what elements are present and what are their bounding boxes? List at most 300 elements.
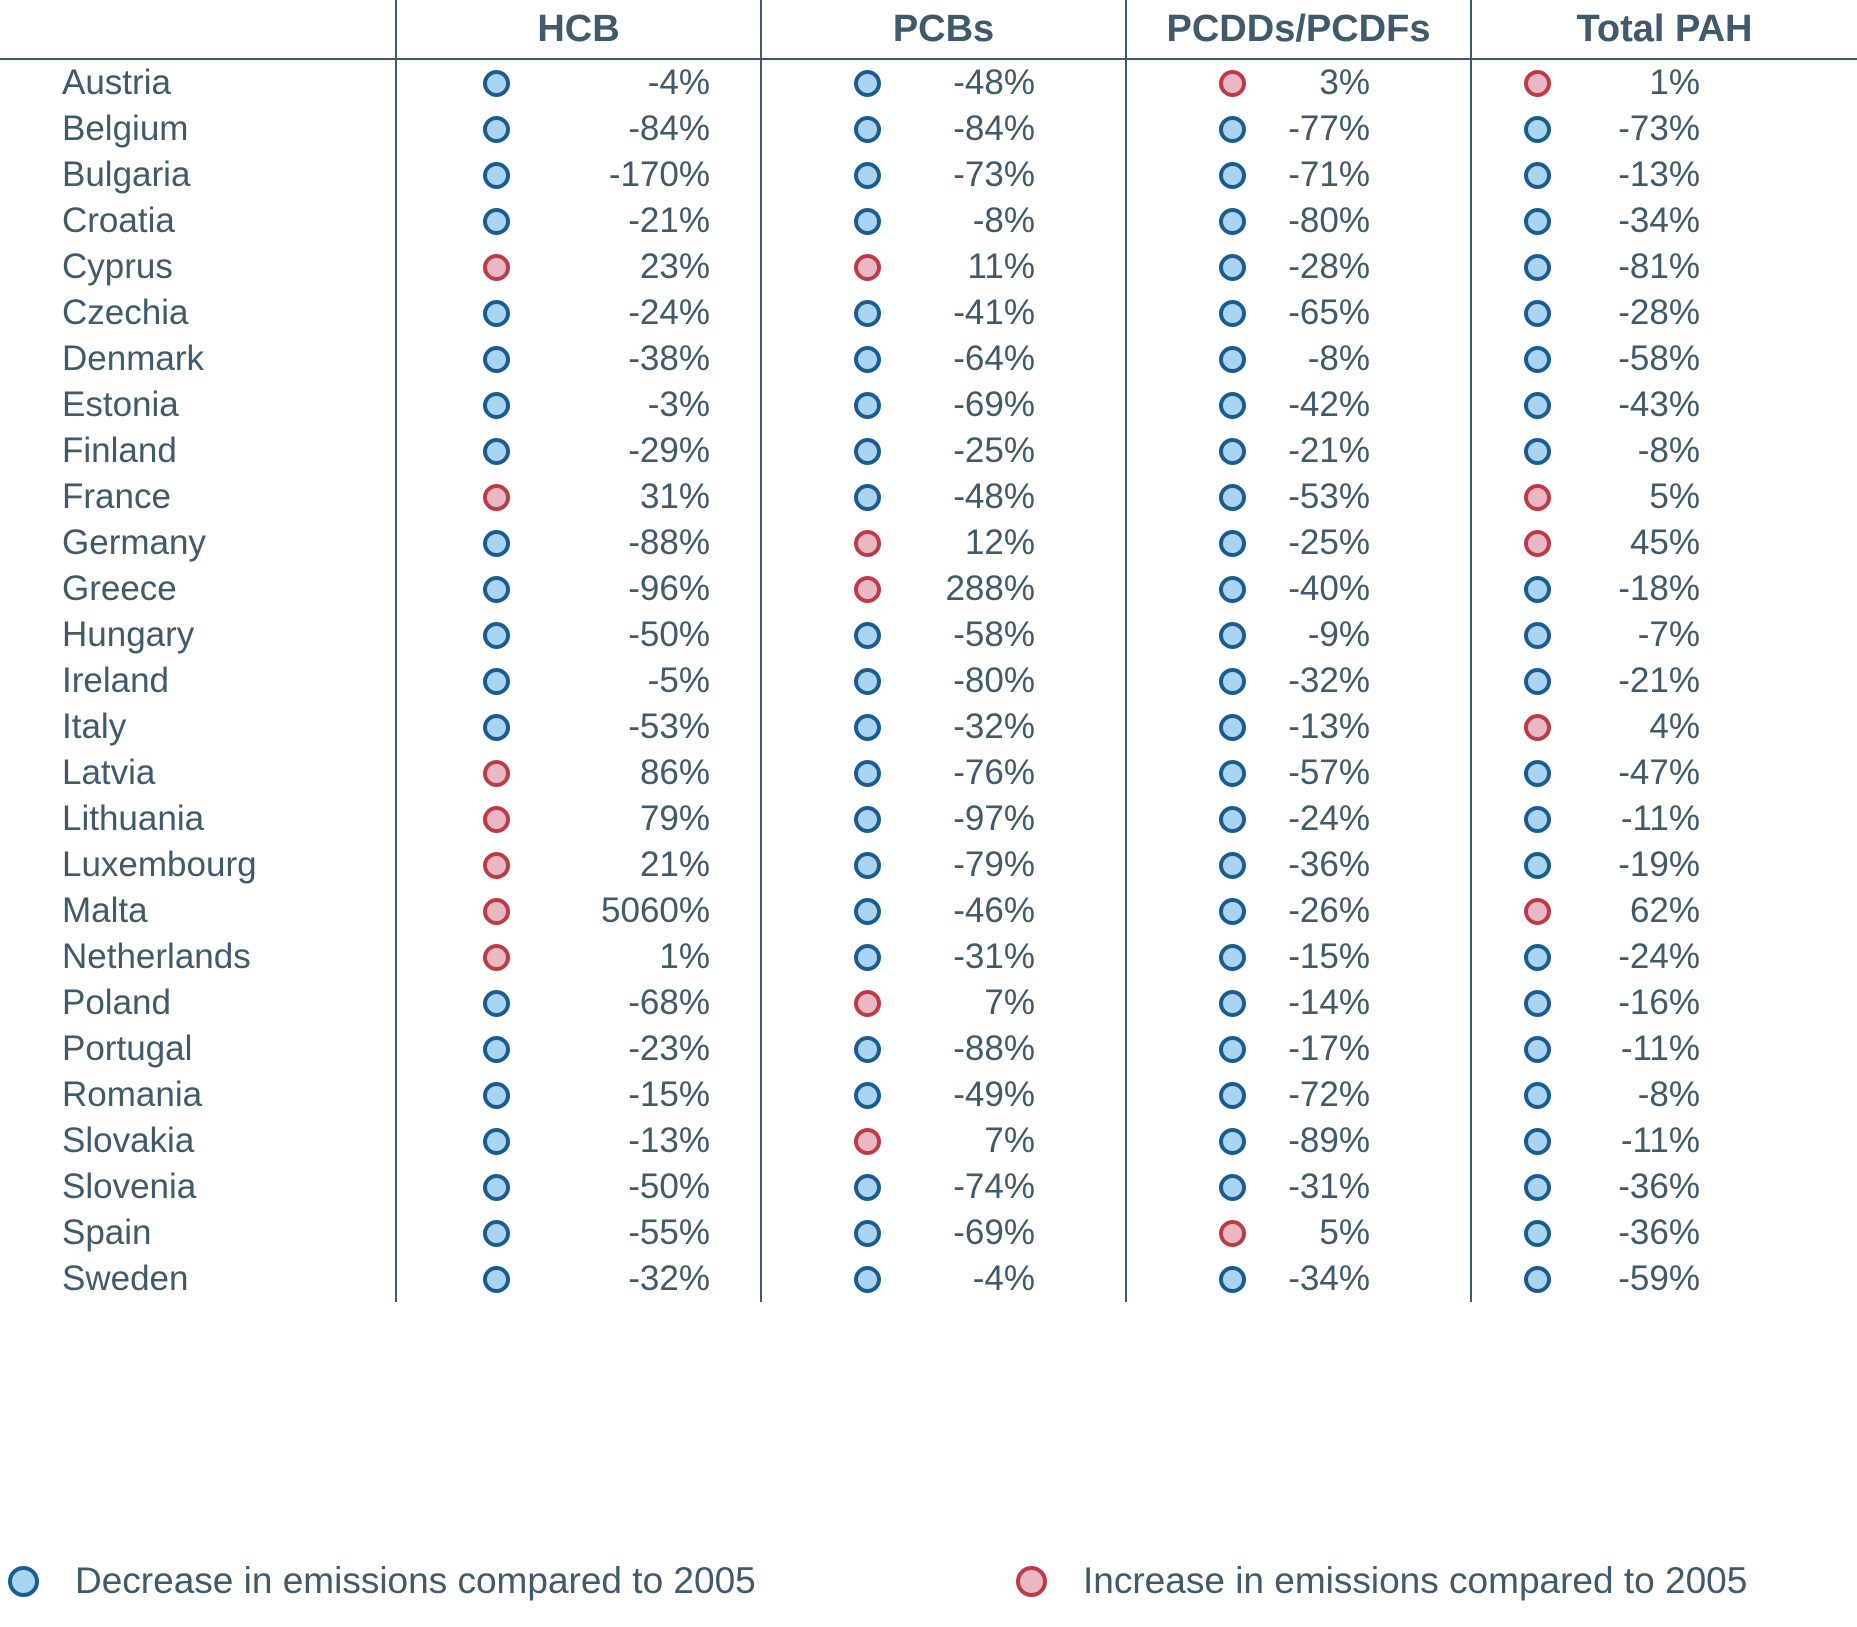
decrease-dot-icon (483, 162, 510, 189)
decrease-dot-icon (1524, 944, 1551, 971)
value-cell (760, 290, 1125, 336)
table-row (0, 1072, 1857, 1118)
decrease-dot-icon (1219, 254, 1246, 281)
decrease-dot-icon (1524, 622, 1551, 649)
value-label: -32% (1288, 661, 1370, 700)
decrease-dot-icon (483, 1220, 510, 1247)
value-cell (1125, 198, 1470, 244)
value-cell (1125, 60, 1470, 106)
decrease-dot-icon (1524, 300, 1551, 327)
table-row (0, 1026, 1857, 1072)
decrease-dot-icon (483, 1174, 510, 1201)
increase-dot-icon (483, 484, 510, 511)
country-label: Portugal (62, 1029, 193, 1068)
decrease-dot-icon (483, 530, 510, 557)
decrease-dot-icon (1524, 990, 1551, 1017)
increase-dot-icon (1524, 70, 1551, 97)
decrease-dot-icon (854, 346, 881, 373)
value-cell (1125, 566, 1470, 612)
value-label: -69% (953, 1213, 1035, 1252)
value-cell (1125, 1164, 1470, 1210)
table-row (0, 934, 1857, 980)
value-cell (760, 750, 1125, 796)
table-row (0, 612, 1857, 658)
country-label: Malta (62, 891, 148, 930)
decrease-dot-icon (854, 392, 881, 419)
table-row (0, 1210, 1857, 1256)
value-cell (1470, 1210, 1857, 1256)
value-label: -89% (1288, 1121, 1370, 1160)
table-row (0, 244, 1857, 290)
decrease-dot-icon (1219, 898, 1246, 925)
value-cell (760, 428, 1125, 474)
value-cell (395, 1118, 760, 1164)
value-cell (395, 474, 760, 520)
value-cell (1125, 1026, 1470, 1072)
value-label: 5% (1319, 1213, 1370, 1252)
decrease-dot-icon (1524, 438, 1551, 465)
value-label: -19% (1618, 845, 1700, 884)
table-row (0, 152, 1857, 198)
decrease-dot-icon (854, 714, 881, 741)
value-label: -3% (647, 385, 710, 424)
increase-dot-icon (854, 530, 881, 557)
decrease-dot-icon (1219, 484, 1246, 511)
value-label: -77% (1288, 109, 1370, 148)
value-cell (1470, 750, 1857, 796)
decrease-dot-icon (854, 162, 881, 189)
value-label: -16% (1618, 983, 1700, 1022)
value-label: -48% (953, 477, 1035, 516)
increase-dot-icon (483, 254, 510, 281)
value-label: 5% (1649, 477, 1700, 516)
legend-increase-label: Increase in emissions compared to 2005 (1083, 1560, 1748, 1601)
decrease-dot-icon (854, 1036, 881, 1063)
decrease-dot-icon (1219, 1174, 1246, 1201)
decrease-dot-icon (1219, 530, 1246, 557)
decrease-dot-icon (854, 438, 881, 465)
value-label: -64% (953, 339, 1035, 378)
decrease-dot-icon (854, 944, 881, 971)
value-cell (1125, 934, 1470, 980)
increase-dot-icon (483, 760, 510, 787)
increase-dot-icon (483, 852, 510, 879)
decrease-dot-icon (1524, 760, 1551, 787)
value-label: -58% (1618, 339, 1700, 378)
value-label: 62% (1629, 891, 1700, 930)
value-label: -8% (1637, 431, 1700, 470)
increase-dot-icon (854, 990, 881, 1017)
value-label: -36% (1288, 845, 1370, 884)
value-cell (760, 934, 1125, 980)
value-cell (1125, 1210, 1470, 1256)
value-cell (1470, 796, 1857, 842)
decrease-dot-icon (1524, 162, 1551, 189)
value-cell (1125, 474, 1470, 520)
value-cell (395, 244, 760, 290)
value-cell (760, 612, 1125, 658)
value-label: -38% (628, 339, 710, 378)
value-label: -69% (953, 385, 1035, 424)
decrease-dot-icon (1219, 944, 1246, 971)
table-row (0, 1118, 1857, 1164)
value-cell (1470, 566, 1857, 612)
value-cell (1125, 980, 1470, 1026)
value-label: -36% (1618, 1213, 1700, 1252)
decrease-dot-icon (483, 70, 510, 97)
value-label: -11% (1620, 1029, 1700, 1068)
value-label: 1% (659, 937, 710, 976)
decrease-dot-icon (1524, 576, 1551, 603)
value-label: 31% (639, 477, 710, 516)
value-label: -26% (1288, 891, 1370, 930)
increase-dot-icon (1524, 714, 1551, 741)
value-cell (1470, 290, 1857, 336)
table-row (0, 474, 1857, 520)
value-label: 11% (967, 247, 1035, 286)
decrease-dot-icon (1219, 622, 1246, 649)
value-label: -32% (628, 1259, 710, 1298)
value-label: -84% (953, 109, 1035, 148)
value-cell (395, 750, 760, 796)
increase-dot-icon (1524, 898, 1551, 925)
value-cell (760, 60, 1125, 106)
increase-dot-icon (1524, 530, 1551, 557)
legend-decrease-label: Decrease in emissions compared to 2005 (75, 1560, 756, 1601)
value-label: 3% (1319, 63, 1370, 102)
value-label: -17% (1288, 1029, 1370, 1068)
value-label: -24% (1288, 799, 1370, 838)
value-cell (395, 704, 760, 750)
country-label: Italy (62, 707, 127, 746)
value-cell (395, 336, 760, 382)
value-label: -50% (628, 1167, 710, 1206)
country-label: Greece (62, 569, 177, 608)
decrease-dot-icon (1524, 1220, 1551, 1247)
decrease-dot-icon (1219, 1082, 1246, 1109)
decrease-dot-icon (1524, 668, 1551, 695)
value-cell (1125, 796, 1470, 842)
value-cell (1470, 520, 1857, 566)
decrease-dot-icon (1524, 1036, 1551, 1063)
country-label: Slovakia (62, 1121, 195, 1160)
value-cell (1470, 244, 1857, 290)
country-label: Luxembourg (62, 845, 257, 884)
value-label: -80% (953, 661, 1035, 700)
decrease-dot-icon (483, 438, 510, 465)
value-cell (395, 934, 760, 980)
decrease-dot-icon (1219, 1266, 1246, 1293)
decrease-dot-icon (854, 484, 881, 511)
country-label: Poland (62, 983, 171, 1022)
value-label: -23% (628, 1029, 710, 1068)
value-cell (1470, 336, 1857, 382)
value-label: 79% (639, 799, 710, 838)
value-label: -88% (953, 1029, 1035, 1068)
table-header-row (0, 0, 1857, 60)
value-label: 21% (639, 845, 710, 884)
decrease-dot-icon (1219, 1036, 1246, 1063)
value-label: -68% (628, 983, 710, 1022)
value-cell (1125, 152, 1470, 198)
decrease-dot-icon (854, 300, 881, 327)
table-row (0, 290, 1857, 336)
value-label: -80% (1288, 201, 1370, 240)
decrease-dot-icon (8, 1566, 39, 1597)
value-cell (1470, 704, 1857, 750)
decrease-dot-icon (1219, 806, 1246, 833)
value-cell (395, 520, 760, 566)
value-label: -170% (608, 155, 710, 194)
value-label: -8% (1307, 339, 1370, 378)
value-label: -21% (1618, 661, 1700, 700)
decrease-dot-icon (854, 208, 881, 235)
country-label: Lithuania (62, 799, 205, 838)
table-body (0, 60, 1857, 1302)
country-label: Sweden (62, 1259, 189, 1298)
value-label: 7% (984, 1121, 1035, 1160)
value-label: -53% (628, 707, 710, 746)
decrease-dot-icon (483, 714, 510, 741)
increase-dot-icon (483, 944, 510, 971)
table-row (0, 1256, 1857, 1302)
increase-dot-icon (854, 1128, 881, 1155)
value-label: 288% (945, 569, 1035, 608)
decrease-dot-icon (483, 1036, 510, 1063)
country-label: Spain (62, 1213, 152, 1252)
value-label: -34% (1618, 201, 1700, 240)
table-row (0, 106, 1857, 152)
value-cell (1470, 428, 1857, 474)
value-label: -13% (1618, 155, 1700, 194)
value-label: -31% (1288, 1167, 1370, 1206)
value-cell (1470, 382, 1857, 428)
decrease-dot-icon (1219, 576, 1246, 603)
value-label: -46% (953, 891, 1035, 930)
value-cell (1125, 382, 1470, 428)
value-cell (760, 658, 1125, 704)
value-cell (1125, 1072, 1470, 1118)
table-row (0, 382, 1857, 428)
value-cell (1125, 704, 1470, 750)
decrease-dot-icon (1524, 806, 1551, 833)
decrease-dot-icon (483, 1082, 510, 1109)
decrease-dot-icon (1524, 346, 1551, 373)
decrease-dot-icon (1524, 116, 1551, 143)
value-label: -47% (1618, 753, 1700, 792)
legend-decrease-item (8, 1555, 756, 1607)
value-cell (1470, 198, 1857, 244)
decrease-dot-icon (483, 1266, 510, 1293)
decrease-dot-icon (1219, 852, 1246, 879)
value-label: -21% (628, 201, 710, 240)
decrease-dot-icon (854, 760, 881, 787)
value-label: -25% (953, 431, 1035, 470)
decrease-dot-icon (483, 208, 510, 235)
value-label: -31% (953, 937, 1035, 976)
value-cell (395, 842, 760, 888)
value-label: -48% (953, 63, 1035, 102)
value-cell (1125, 1256, 1470, 1302)
value-label: -76% (953, 753, 1035, 792)
value-cell (1470, 474, 1857, 520)
value-cell (760, 382, 1125, 428)
value-cell (395, 658, 760, 704)
value-cell (760, 796, 1125, 842)
value-label: -40% (1288, 569, 1370, 608)
corner-cell (0, 0, 395, 58)
country-label: France (62, 477, 171, 516)
value-label: 12% (964, 523, 1035, 562)
table-row (0, 336, 1857, 382)
value-label: 4% (1649, 707, 1700, 746)
increase-dot-icon (483, 806, 510, 833)
value-cell (1470, 1164, 1857, 1210)
decrease-dot-icon (854, 806, 881, 833)
value-label: 86% (639, 753, 710, 792)
country-label: Czechia (62, 293, 189, 332)
decrease-dot-icon (483, 346, 510, 373)
value-cell (1125, 244, 1470, 290)
value-cell (1125, 842, 1470, 888)
value-label: 1% (1649, 63, 1700, 102)
value-label: 45% (1629, 523, 1700, 562)
value-label: -53% (1288, 477, 1370, 516)
decrease-dot-icon (483, 622, 510, 649)
table-row (0, 980, 1857, 1026)
decrease-dot-icon (1524, 1174, 1551, 1201)
value-cell (760, 566, 1125, 612)
value-cell (760, 1072, 1125, 1118)
value-cell (760, 1164, 1125, 1210)
increase-dot-icon (1524, 484, 1551, 511)
value-label: -65% (1288, 293, 1370, 332)
increase-dot-icon (1016, 1566, 1047, 1597)
country-label: Austria (62, 63, 171, 102)
decrease-dot-icon (483, 576, 510, 603)
country-label: Denmark (62, 339, 204, 378)
country-label: Croatia (62, 201, 175, 240)
value-label: -41% (953, 293, 1035, 332)
table-row (0, 60, 1857, 106)
value-cell (1470, 658, 1857, 704)
decrease-dot-icon (1219, 1128, 1246, 1155)
value-cell (1470, 934, 1857, 980)
value-cell (760, 842, 1125, 888)
value-label: -43% (1618, 385, 1700, 424)
value-label: -73% (953, 155, 1035, 194)
increase-dot-icon (854, 254, 881, 281)
value-cell (760, 152, 1125, 198)
value-label: -13% (1288, 707, 1370, 746)
value-label: -14% (1288, 983, 1370, 1022)
value-cell (395, 612, 760, 658)
country-label: Belgium (62, 109, 189, 148)
decrease-dot-icon (483, 392, 510, 419)
value-label: -24% (628, 293, 710, 332)
increase-dot-icon (854, 576, 881, 603)
value-label: -8% (972, 201, 1035, 240)
value-cell (395, 796, 760, 842)
value-cell (395, 152, 760, 198)
value-label: -59% (1618, 1259, 1700, 1298)
decrease-dot-icon (854, 1266, 881, 1293)
value-label: -81% (1618, 247, 1700, 286)
value-cell (1125, 750, 1470, 796)
value-cell (1125, 1118, 1470, 1164)
decrease-dot-icon (1524, 208, 1551, 235)
value-label: -15% (1288, 937, 1370, 976)
value-cell (760, 474, 1125, 520)
value-cell (395, 106, 760, 152)
table-row (0, 888, 1857, 934)
value-cell (395, 382, 760, 428)
table-row (0, 520, 1857, 566)
value-cell (1470, 152, 1857, 198)
value-label: -73% (1618, 109, 1700, 148)
decrease-dot-icon (1219, 392, 1246, 419)
decrease-dot-icon (854, 668, 881, 695)
decrease-dot-icon (483, 116, 510, 143)
country-label: Finland (62, 431, 177, 470)
decrease-dot-icon (1524, 1266, 1551, 1293)
table-row (0, 704, 1857, 750)
value-label: -5% (647, 661, 710, 700)
country-label: Hungary (62, 615, 195, 654)
decrease-dot-icon (1219, 714, 1246, 741)
country-label: Romania (62, 1075, 203, 1114)
value-label: -58% (953, 615, 1035, 654)
value-label: -9% (1307, 615, 1370, 654)
value-cell (1125, 612, 1470, 658)
decrease-dot-icon (483, 300, 510, 327)
value-cell (395, 1164, 760, 1210)
value-label: 23% (639, 247, 710, 286)
decrease-dot-icon (854, 116, 881, 143)
value-label: -88% (628, 523, 710, 562)
value-label: -96% (628, 569, 710, 608)
decrease-dot-icon (854, 70, 881, 97)
value-cell (1125, 888, 1470, 934)
decrease-dot-icon (483, 1128, 510, 1155)
value-cell (395, 60, 760, 106)
value-cell (1125, 428, 1470, 474)
value-label: -84% (628, 109, 710, 148)
value-label: -18% (1618, 569, 1700, 608)
value-label: -24% (1618, 937, 1700, 976)
value-cell (760, 888, 1125, 934)
value-label: -72% (1288, 1075, 1370, 1114)
value-label: -25% (1288, 523, 1370, 562)
value-cell (760, 704, 1125, 750)
decrease-dot-icon (854, 898, 881, 925)
value-label: -71% (1288, 155, 1370, 194)
table-row (0, 750, 1857, 796)
table-row (0, 198, 1857, 244)
value-cell (395, 1072, 760, 1118)
value-cell (1470, 888, 1857, 934)
decrease-dot-icon (854, 1082, 881, 1109)
value-label: -50% (628, 615, 710, 654)
value-label: -32% (953, 707, 1035, 746)
value-label: -13% (628, 1121, 710, 1160)
decrease-dot-icon (1524, 1082, 1551, 1109)
value-cell (1125, 106, 1470, 152)
decrease-dot-icon (1219, 438, 1246, 465)
value-cell (760, 244, 1125, 290)
value-cell (395, 198, 760, 244)
column-header: HCB (395, 0, 760, 58)
